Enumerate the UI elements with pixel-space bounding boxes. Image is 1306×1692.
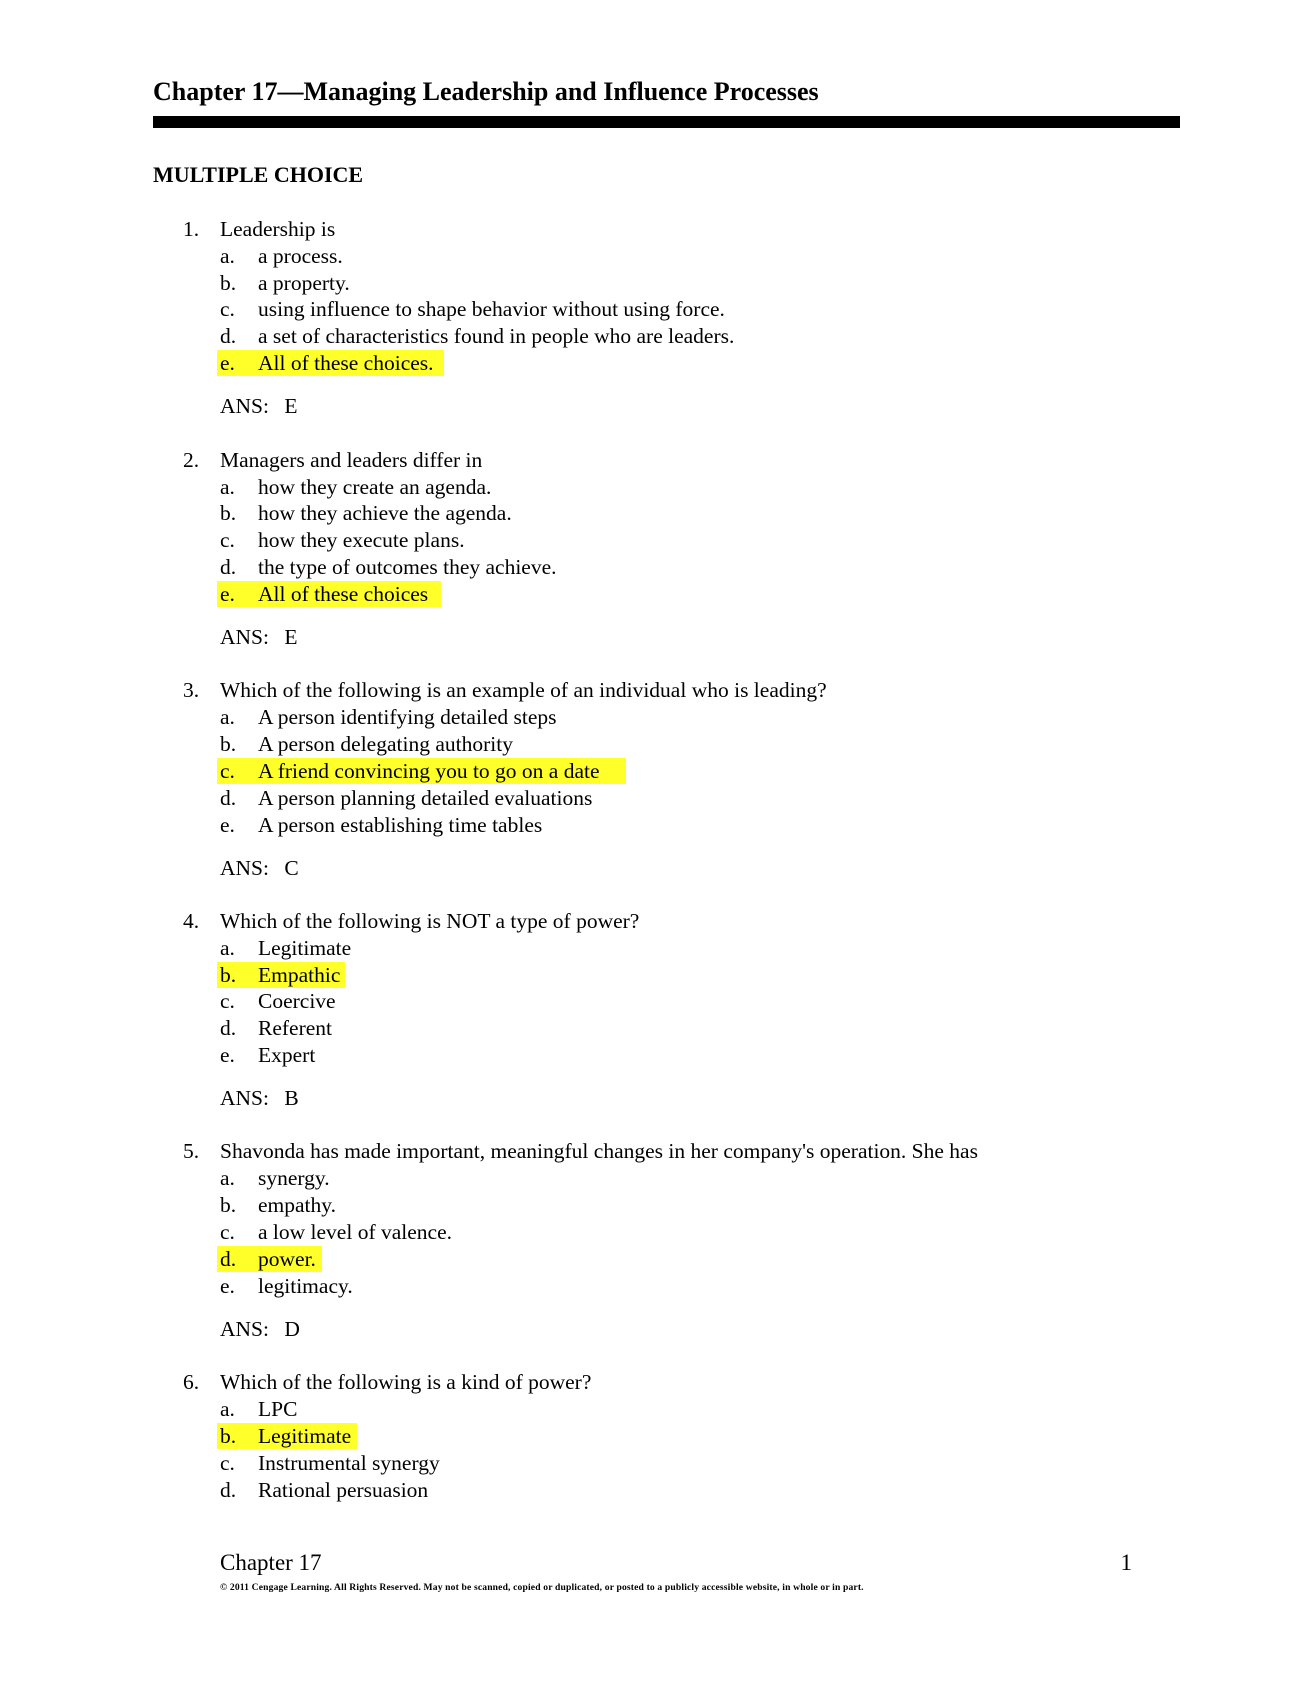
option-text: the type of outcomes they achieve.: [258, 555, 557, 579]
option-letter: d.: [220, 324, 237, 348]
option-text: A person establishing time tables: [258, 813, 543, 837]
option-text: a process.: [258, 244, 343, 268]
question-number: 4.: [183, 909, 200, 933]
option-letter: b.: [220, 1424, 237, 1448]
option-text: A person delegating authority: [258, 732, 513, 756]
option-text: LPC: [258, 1397, 298, 1421]
option-letter: d.: [220, 1478, 237, 1502]
option-letter: c.: [220, 528, 235, 552]
page-number: 1: [1120, 1550, 1132, 1575]
answer-value: D: [284, 1317, 300, 1341]
answer-line: [220, 855, 299, 882]
question-number: 3.: [183, 678, 200, 702]
answer-value: E: [284, 625, 298, 649]
option-text: Coercive: [258, 989, 336, 1013]
answer-label: ANS:: [220, 1086, 269, 1110]
option-text: using influence to shape behavior without using force.: [258, 297, 725, 321]
option-letter: a.: [220, 705, 235, 729]
option-text: a low level of valence.: [258, 1220, 453, 1244]
answer-line: [220, 393, 298, 420]
option-letter: b.: [220, 271, 237, 295]
question-number: 5.: [183, 1139, 200, 1163]
page-header: [153, 72, 1180, 128]
option-letter: a.: [220, 475, 235, 499]
option-text: a property.: [258, 271, 350, 295]
option-text: a set of characteristics found in people who are leaders.: [258, 324, 735, 348]
answer-value: E: [284, 394, 298, 418]
option-text: A person identifying detailed steps: [258, 705, 557, 729]
option-letter: d.: [220, 555, 237, 579]
option-letter: a.: [220, 936, 235, 960]
option-letter: e.: [220, 582, 235, 606]
option-text: Legitimate: [258, 1424, 352, 1448]
option-text: how they achieve the agenda.: [258, 501, 512, 525]
option-text: Rational persuasion: [258, 1478, 429, 1502]
question-stem: Which of the following is an example of an individual who is leading?: [220, 678, 827, 702]
option-letter: a.: [220, 1166, 235, 1190]
question-number: 2.: [183, 448, 200, 472]
option-text: Empathic: [258, 963, 341, 987]
option-text: All of these choices.: [258, 351, 434, 375]
option-letter: c.: [220, 989, 235, 1013]
answer-label: ANS:: [220, 394, 269, 418]
option-text: power.: [258, 1247, 316, 1271]
answer-value: B: [284, 1086, 299, 1110]
question-number: 6.: [183, 1370, 200, 1394]
answer-label: ANS:: [220, 856, 269, 880]
option-letter: d.: [220, 1016, 237, 1040]
question-stem: Which of the following is NOT a type of power?: [220, 909, 640, 933]
option-letter: b.: [220, 732, 237, 756]
title-rule: [153, 116, 1180, 128]
option-letter: d.: [220, 786, 237, 810]
option-text: synergy.: [258, 1166, 330, 1190]
answer-label: ANS:: [220, 1317, 269, 1341]
question-stem: Which of the following is a kind of power?: [220, 1370, 592, 1394]
copyright-notice: © 2011 Cengage Learning. All Rights Reserved. May not be scanned, copied or duplicated, or posted to a publicly accessible website, in whole or in part.: [220, 1582, 864, 1593]
chapter-title: Chapter 17—Managing Leadership and Influence Processes: [153, 77, 819, 106]
answer-value: C: [284, 856, 299, 880]
option-letter: b.: [220, 963, 237, 987]
option-letter: a.: [220, 1397, 235, 1421]
option-text: Referent: [258, 1016, 333, 1040]
option-letter: a.: [220, 244, 235, 268]
section-heading: MULTIPLE CHOICE: [153, 162, 364, 187]
option-letter: b.: [220, 1193, 237, 1217]
option-text: A friend convincing you to go on a date: [258, 759, 600, 783]
option-text: how they execute plans.: [258, 528, 465, 552]
option-letter: e.: [220, 1274, 235, 1298]
option-letter: e.: [220, 351, 235, 375]
question-stem: Managers and leaders differ in: [220, 448, 483, 472]
option-text: Legitimate: [258, 936, 352, 960]
option-text: Expert: [258, 1043, 316, 1067]
question-number: 1.: [183, 217, 200, 241]
option-text: A person planning detailed evaluations: [258, 786, 593, 810]
question-stem: Leadership is: [220, 217, 336, 241]
question-stem: Shavonda has made important, meaningful changes in her company's operation. She has: [220, 1139, 978, 1163]
option-letter: d.: [220, 1247, 237, 1271]
option-letter: e.: [220, 813, 235, 837]
option-text: Instrumental synergy: [258, 1451, 440, 1475]
option-text: legitimacy.: [258, 1274, 353, 1298]
answer-line: [220, 1316, 300, 1343]
option-letter: e.: [220, 1043, 235, 1067]
footer-chapter: Chapter 17: [220, 1550, 322, 1575]
option-letter: c.: [220, 1451, 235, 1475]
option-text: how they create an agenda.: [258, 475, 492, 499]
option-letter: c.: [220, 759, 235, 783]
option-letter: c.: [220, 1220, 235, 1244]
option-text: empathy.: [258, 1193, 337, 1217]
option-letter: c.: [220, 297, 235, 321]
option-text: All of these choices: [258, 582, 429, 606]
option-letter: b.: [220, 501, 237, 525]
answer-line: [220, 624, 298, 651]
answer-line: [220, 1085, 299, 1112]
answer-label: ANS:: [220, 625, 269, 649]
